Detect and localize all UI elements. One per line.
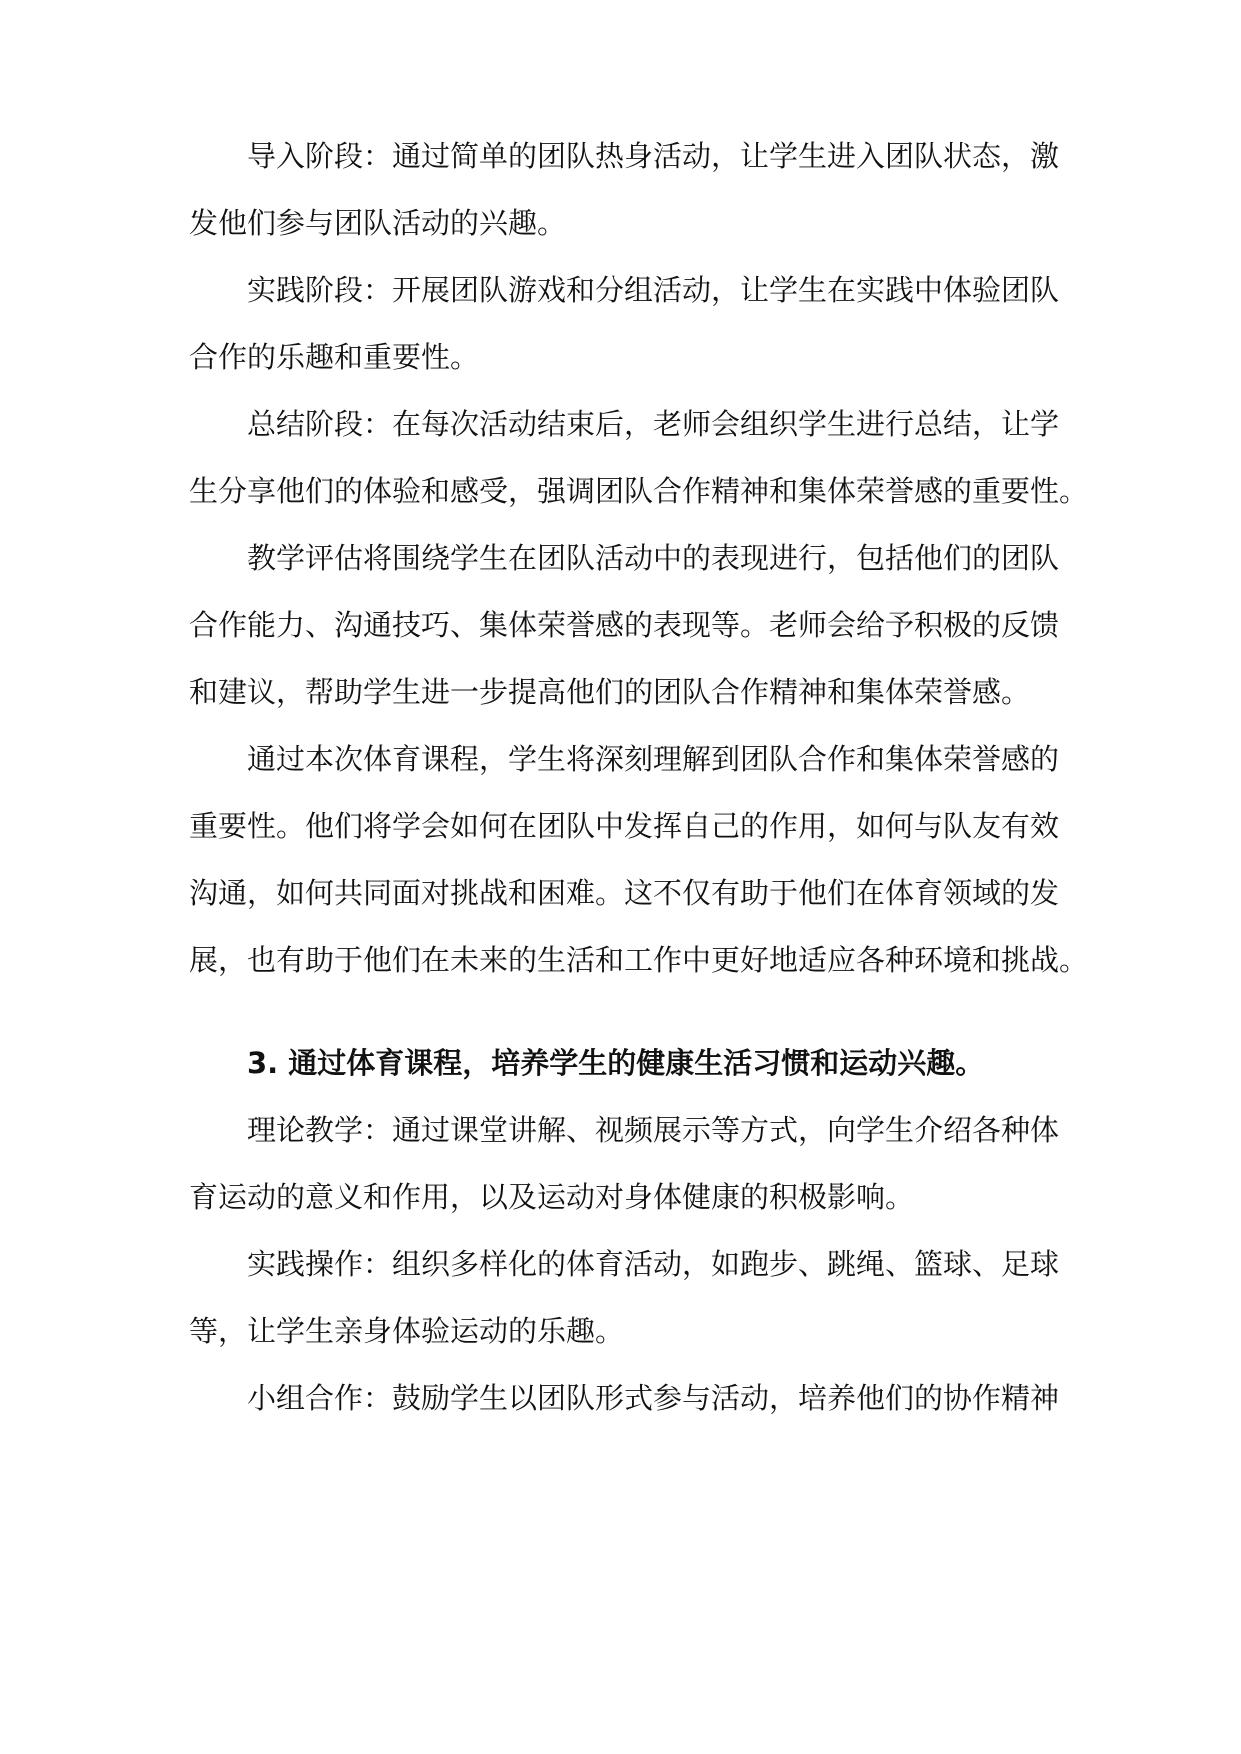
paragraph-theory-line-1: 理论教学：通过课堂讲解、视频展示等方式，向学生介绍各种体 <box>247 1113 1060 1147</box>
paragraph-evaluation-line-2: 合作能力、沟通技巧、集体荣誉感的表现等。老师会给予积极的反馈 <box>189 608 1060 642</box>
paragraph-conclusion-line-4: 展，也有助于他们在未来的生活和工作中更好地适应各种环境和挑战。 <box>189 943 1089 977</box>
paragraph-theory-line-2: 育运动的意义和作用，以及运动对身体健康的积极影响。 <box>189 1180 915 1214</box>
paragraph-evaluation-line-1: 教学评估将围绕学生在团队活动中的表现进行，包括他们的团队 <box>247 541 1060 575</box>
section-heading-3: 3. 通过体育课程，培养学生的健康生活习惯和运动兴趣。 <box>247 1046 985 1080</box>
paragraph-practice-stage-line-2: 合作的乐趣和重要性。 <box>189 340 480 374</box>
paragraph-conclusion-line-3: 沟通，如何共同面对挑战和困难。这不仅有助于他们在体育领域的发 <box>189 876 1060 910</box>
paragraph-conclusion-line-2: 重要性。他们将学会如何在团队中发挥自己的作用，如何与队友有效 <box>189 809 1060 843</box>
paragraph-intro-stage-line-1: 导入阶段：通过简单的团队热身活动，让学生进入团队状态，激 <box>247 139 1060 173</box>
paragraph-conclusion-line-1: 通过本次体育课程，学生将深刻理解到团队合作和集体荣誉感的 <box>247 742 1060 776</box>
paragraph-practice-operation-line-2: 等，让学生亲身体验运动的乐趣。 <box>189 1314 625 1348</box>
paragraph-group-cooperation-line-1: 小组合作：鼓励学生以团队形式参与活动，培养他们的协作精神 <box>247 1381 1060 1415</box>
paragraph-intro-stage-line-2: 发他们参与团队活动的兴趣。 <box>189 206 567 240</box>
paragraph-practice-stage-line-1: 实践阶段：开展团队游戏和分组活动，让学生在实践中体验团队 <box>247 273 1060 307</box>
paragraph-summary-stage-line-2: 生分享他们的体验和感受，强调团队合作精神和集体荣誉感的重要性。 <box>189 474 1089 508</box>
paragraph-practice-operation-line-1: 实践操作：组织多样化的体育活动，如跑步、跳绳、篮球、足球 <box>247 1247 1060 1281</box>
paragraph-summary-stage-line-1: 总结阶段：在每次活动结束后，老师会组织学生进行总结，让学 <box>247 407 1060 441</box>
paragraph-evaluation-line-3: 和建议，帮助学生进一步提高他们的团队合作精神和集体荣誉感。 <box>189 675 1031 709</box>
